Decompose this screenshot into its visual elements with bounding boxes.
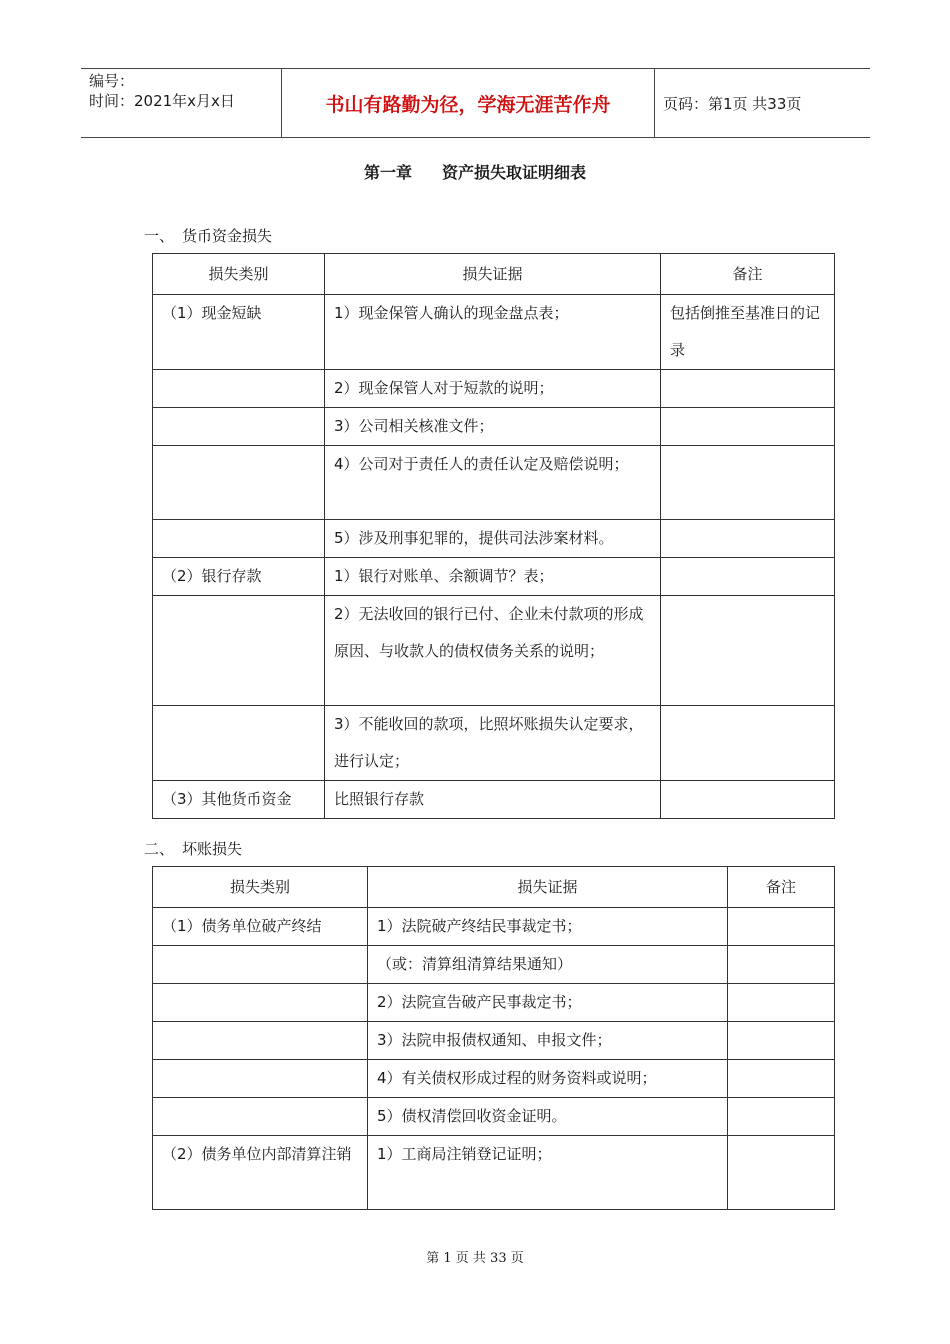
evidence-cell: 5）涉及刑事犯罪的，提供司法涉案材料。 bbox=[325, 520, 661, 558]
chapter-title: 资产损失取证明细表 bbox=[442, 163, 587, 182]
header-page-info: 页码：第1页 共33页 bbox=[663, 95, 802, 113]
evidence-cell: 4）公司对于责任人的责任认定及赔偿说明； bbox=[325, 446, 661, 520]
monetary-loss-table bbox=[152, 253, 835, 819]
category-cell bbox=[153, 946, 368, 984]
evidence-cell: 4）有关债权形成过程的财务资料或说明； bbox=[368, 1060, 728, 1098]
table-row bbox=[153, 706, 835, 781]
table-row bbox=[153, 596, 835, 706]
category-cell bbox=[153, 446, 325, 520]
category-cell bbox=[153, 370, 325, 408]
evidence-cell: 2）法院宣告破产民事裁定书； bbox=[368, 984, 728, 1022]
evidence-cell: 1）银行对账单、余额调节？表； bbox=[325, 558, 661, 596]
header-number-label: 编号： bbox=[89, 72, 135, 90]
note-cell bbox=[661, 558, 835, 596]
section-number: 一、 bbox=[144, 227, 175, 245]
category-cell: （2）债务单位内部清算注销 bbox=[153, 1136, 368, 1210]
table-row bbox=[153, 1022, 835, 1060]
note-cell bbox=[728, 908, 835, 946]
table-row bbox=[153, 520, 835, 558]
evidence-cell: 2）无法收回的银行已付、企业未付款项的形成原因、与收款人的债权债务关系的说明； bbox=[325, 596, 661, 706]
evidence-cell: 1）工商局注销登记证明； bbox=[368, 1136, 728, 1210]
page-footer: 第 1 页 共 33 页 bbox=[426, 1251, 524, 1266]
evidence-cell: 3）公司相关核准文件； bbox=[325, 408, 661, 446]
table-row bbox=[153, 781, 835, 819]
section-title: 货币资金损失 bbox=[182, 227, 273, 245]
section-number: 二、 bbox=[144, 840, 175, 858]
table-row bbox=[153, 370, 835, 408]
evidence-cell: 1）法院破产终结民事裁定书； bbox=[368, 908, 728, 946]
header-time-label: 时间：2021年x月x日 bbox=[89, 92, 235, 110]
document-header bbox=[81, 68, 870, 138]
table-row bbox=[153, 446, 835, 520]
category-cell: （2）银行存款 bbox=[153, 558, 325, 596]
column-header: 损失证据 bbox=[325, 254, 661, 295]
table-row bbox=[153, 1136, 835, 1210]
table-row bbox=[153, 558, 835, 596]
table-header-row bbox=[153, 867, 835, 908]
table-header-row bbox=[153, 254, 835, 295]
column-header: 损失类别 bbox=[153, 254, 325, 295]
evidence-cell: 3）不能收回的款项，比照坏账损失认定要求，进行认定； bbox=[325, 706, 661, 781]
note-cell bbox=[728, 1098, 835, 1136]
header-meta bbox=[89, 71, 235, 111]
table-row bbox=[153, 984, 835, 1022]
column-header: 备注 bbox=[661, 254, 835, 295]
note-cell: 包括倒推至基准日的记录 bbox=[661, 295, 835, 370]
evidence-cell: 1）现金保管人确认的现金盘点表； bbox=[325, 295, 661, 370]
note-cell bbox=[661, 706, 835, 781]
note-cell bbox=[661, 370, 835, 408]
bad-debt-loss-table bbox=[152, 866, 835, 1210]
section-title: 坏账损失 bbox=[182, 840, 243, 858]
category-cell bbox=[153, 520, 325, 558]
column-header: 备注 bbox=[728, 867, 835, 908]
category-cell bbox=[153, 596, 325, 706]
category-cell bbox=[153, 1098, 368, 1136]
category-cell: （1）现金短缺 bbox=[153, 295, 325, 370]
table-row bbox=[153, 908, 835, 946]
note-cell bbox=[728, 946, 835, 984]
section-heading-2 bbox=[144, 838, 242, 859]
category-cell bbox=[153, 706, 325, 781]
note-cell bbox=[728, 1060, 835, 1098]
category-cell bbox=[153, 1060, 368, 1098]
note-cell bbox=[661, 596, 835, 706]
evidence-cell: 5）债权清偿回收资金证明。 bbox=[368, 1098, 728, 1136]
note-cell bbox=[661, 781, 835, 819]
evidence-cell: 3）法院申报债权通知、申报文件； bbox=[368, 1022, 728, 1060]
category-cell bbox=[153, 984, 368, 1022]
category-cell: （1）债务单位破产终结 bbox=[153, 908, 368, 946]
table-row bbox=[153, 1060, 835, 1098]
section-heading-1 bbox=[144, 225, 272, 246]
category-cell: （3）其他货币资金 bbox=[153, 781, 325, 819]
evidence-cell: 2）现金保管人对于短款的说明； bbox=[325, 370, 661, 408]
table-row bbox=[153, 946, 835, 984]
page-title bbox=[0, 160, 950, 183]
table-row bbox=[153, 295, 835, 370]
header-motto: 书山有路勤为径，学海无涯苦作舟 bbox=[325, 93, 611, 116]
header-divider bbox=[654, 69, 655, 137]
category-cell bbox=[153, 408, 325, 446]
note-cell bbox=[728, 1136, 835, 1210]
evidence-cell: （或：清算组清算结果通知） bbox=[368, 946, 728, 984]
note-cell bbox=[661, 408, 835, 446]
column-header: 损失证据 bbox=[368, 867, 728, 908]
evidence-cell: 比照银行存款 bbox=[325, 781, 661, 819]
table-row bbox=[153, 1098, 835, 1136]
column-header: 损失类别 bbox=[153, 867, 368, 908]
note-cell bbox=[728, 1022, 835, 1060]
chapter-label: 第一章 bbox=[363, 163, 412, 182]
table-row bbox=[153, 408, 835, 446]
note-cell bbox=[728, 984, 835, 1022]
note-cell bbox=[661, 520, 835, 558]
category-cell bbox=[153, 1022, 368, 1060]
note-cell bbox=[661, 446, 835, 520]
